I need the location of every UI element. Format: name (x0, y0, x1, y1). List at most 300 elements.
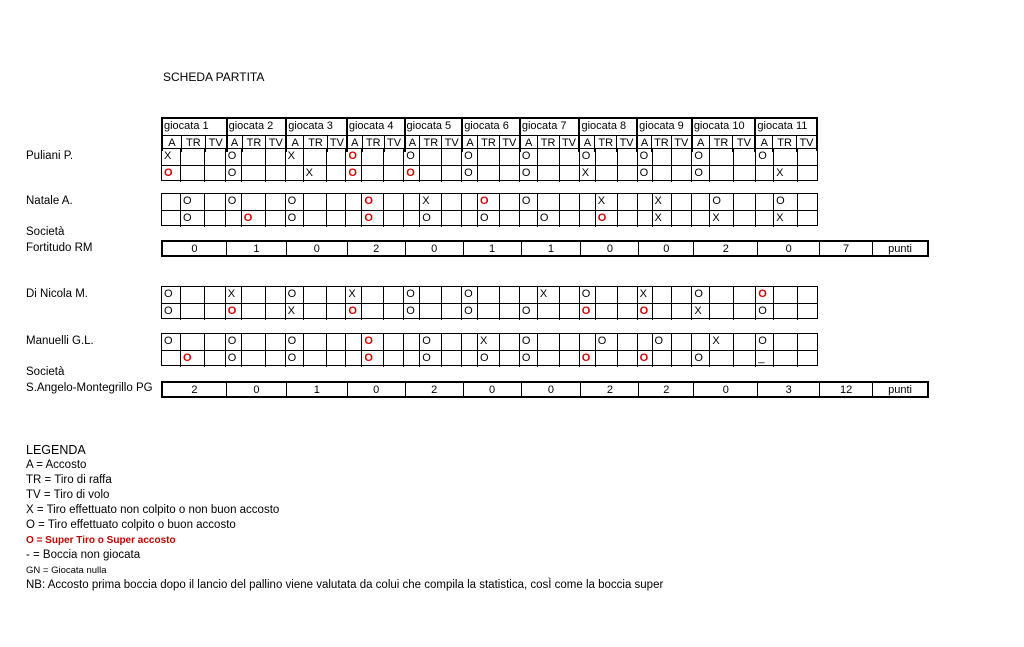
shot-cell (773, 287, 797, 303)
super-shot-cell: O (637, 304, 652, 320)
score-cell: 0 (757, 242, 819, 255)
player-grid (161, 148, 818, 181)
legend (26, 443, 663, 593)
super-shot-cell: O (345, 304, 361, 320)
shot-cell (441, 304, 461, 320)
subcol-header: A (346, 136, 362, 152)
super-shot-cell: O (361, 211, 383, 227)
subcol-header: A (168, 137, 176, 149)
shot-cell (559, 304, 579, 320)
shot-cell: O (519, 334, 537, 350)
shot-cell: X (537, 287, 559, 303)
subcol-header: TR (651, 136, 671, 152)
shot-cell (461, 194, 477, 210)
shot-cell (671, 149, 691, 165)
shot-cell (345, 211, 361, 227)
subcol-header: TV (205, 136, 226, 152)
super-shot-cell: O (579, 351, 595, 367)
score-row (161, 240, 929, 257)
score-cell: 1 (286, 383, 347, 396)
shot-cell (499, 149, 519, 165)
shot-cell (755, 166, 773, 182)
shot-cell (755, 194, 773, 210)
shot-cell (733, 194, 755, 210)
shot-cell (709, 166, 733, 182)
score-cell: 3 (757, 383, 819, 396)
shot-cell: O (477, 211, 499, 227)
score-cell: 0 (638, 242, 693, 255)
score-cell: 0 (191, 243, 198, 255)
legend-line: - = Boccia non giocata (26, 549, 141, 561)
player-row (162, 303, 817, 320)
subcol-header: TV (732, 136, 754, 152)
shot-cell (559, 149, 579, 165)
shot-cell (671, 334, 691, 350)
super-shot-cell: O (180, 351, 204, 367)
subcol-header: A (636, 136, 651, 152)
shot-cell (180, 334, 204, 350)
shot-cell: O (755, 334, 773, 350)
giocata-header: giocata 1 (164, 120, 209, 132)
shot-cell (797, 304, 817, 320)
shot-cell: O (225, 194, 241, 210)
shot-cell (326, 351, 345, 367)
subcol-header: TR (537, 136, 559, 152)
shot-cell (419, 287, 441, 303)
super-shot-cell: O (345, 166, 361, 182)
shot-cell (441, 334, 461, 350)
shot-cell (733, 211, 755, 227)
shot-cell (637, 211, 652, 227)
shot-cell: O (691, 166, 709, 182)
shot-cell (671, 287, 691, 303)
shot-cell: O (519, 149, 537, 165)
shot-cell: O (579, 287, 595, 303)
super-shot-cell: O (361, 194, 383, 210)
shot-cell (773, 304, 797, 320)
shot-cell (709, 351, 733, 367)
shot-cell (361, 287, 383, 303)
subcol-header: TR (303, 136, 327, 152)
shot-cell: O (164, 335, 173, 347)
score-cell: 0 (580, 242, 638, 255)
shot-cell (403, 194, 419, 210)
societa-name: Fortitudo RM (26, 242, 93, 254)
shot-cell (595, 304, 617, 320)
shot-cell: O (755, 304, 773, 320)
shot-cell (441, 287, 461, 303)
shot-cell (499, 194, 519, 210)
shot-cell (241, 287, 265, 303)
player-name: Puliani P. (26, 150, 74, 162)
shot-cell (403, 351, 419, 367)
shot-cell (709, 149, 733, 165)
shot-cell: O (637, 166, 652, 182)
subcol-header: A (519, 136, 537, 152)
shot-cell (326, 304, 345, 320)
shot-cell: O (225, 334, 241, 350)
shot-cell (345, 351, 361, 367)
shot-cell (326, 287, 345, 303)
shot-cell (617, 304, 637, 320)
shot-cell: X (285, 304, 303, 320)
shot-cell (383, 287, 403, 303)
shot-cell (595, 166, 617, 182)
legend-line: TR = Tiro di raffa (26, 474, 112, 486)
shot-cell (595, 149, 617, 165)
shot-cell (797, 194, 817, 210)
shot-cell: _ (755, 351, 773, 367)
super-shot-cell: O (637, 351, 652, 367)
shot-cell (383, 334, 403, 350)
shot-cell (559, 166, 579, 182)
shot-cell (204, 166, 225, 182)
player-grid (161, 193, 818, 226)
shot-cell: O (285, 287, 303, 303)
shot-cell (461, 351, 477, 367)
shot-cell: O (519, 304, 537, 320)
shot-cell (477, 304, 499, 320)
shot-cell (345, 194, 361, 210)
score-cell: 2 (693, 242, 757, 255)
giocata-header: giocata 9 (636, 119, 691, 135)
shot-cell (441, 149, 461, 165)
shot-cell: O (519, 194, 537, 210)
subcol-header: TR (419, 136, 441, 152)
shot-cell (162, 194, 180, 210)
giocata-header: giocata 6 (461, 119, 519, 135)
shot-cell: O (285, 351, 303, 367)
shot-cell (559, 194, 579, 210)
shot-cell (461, 334, 477, 350)
shot-cell: O (403, 304, 419, 320)
shot-cell (162, 351, 180, 367)
shot-cell: O (164, 288, 173, 300)
shot-cell (204, 211, 225, 227)
shot-cell (797, 334, 817, 350)
shot-cell (241, 194, 265, 210)
shot-cell: O (180, 211, 204, 227)
score-total: 12 (819, 383, 872, 396)
giocata-header: giocata 8 (578, 119, 636, 135)
shot-cell (383, 166, 403, 182)
giocata-header: giocata 3 (285, 119, 346, 135)
shot-cell (733, 351, 755, 367)
giocata-header: giocata 11 (754, 119, 816, 135)
shot-cell (595, 351, 617, 367)
shot-cell (537, 149, 559, 165)
shot-cell (773, 334, 797, 350)
player-row (162, 194, 817, 210)
shot-cell (303, 351, 327, 367)
shot-cell (180, 287, 204, 303)
shot-cell: X (773, 211, 797, 227)
shot-cell: X (579, 166, 595, 182)
shot-cell (477, 287, 499, 303)
subcol-header: TR (181, 136, 205, 152)
shot-cell (691, 334, 709, 350)
shot-cell: O (652, 334, 672, 350)
subcol-header: A (226, 136, 242, 152)
score-cell: 0 (693, 383, 757, 396)
shot-cell (579, 194, 595, 210)
shot-cell (671, 166, 691, 182)
shot-cell (652, 287, 672, 303)
shot-cell (477, 166, 499, 182)
shot-cell (499, 351, 519, 367)
legend-title: LEGENDA (26, 443, 86, 457)
shot-cell (265, 149, 285, 165)
shot-cell (180, 304, 204, 320)
shot-cell (559, 334, 579, 350)
shot-cell: O (519, 351, 537, 367)
shot-cell (204, 304, 225, 320)
player-name: Natale A. (26, 195, 73, 207)
subcol-header: A (285, 136, 303, 152)
shot-cell (345, 334, 361, 350)
subcol-header: TR (709, 136, 733, 152)
shot-cell (499, 166, 519, 182)
shot-cell: O (419, 334, 441, 350)
legend-line: A = Accosto (26, 459, 87, 471)
shot-cell (499, 334, 519, 350)
score-row (161, 381, 929, 398)
shot-cell (671, 194, 691, 210)
shot-cell: O (773, 194, 797, 210)
shot-cell (265, 166, 285, 182)
shot-cell: X (285, 149, 303, 165)
shot-cell (617, 334, 637, 350)
shot-cell: X (164, 150, 172, 162)
shot-cell: O (461, 166, 477, 182)
subcol-header: TV (327, 136, 346, 152)
shot-cell (579, 211, 595, 227)
shot-cell: O (225, 166, 241, 182)
subcol-header: TR (242, 136, 266, 152)
shot-cell (537, 304, 559, 320)
shot-cell (303, 334, 327, 350)
shot-cell (241, 351, 265, 367)
shot-cell (671, 211, 691, 227)
shot-cell (537, 334, 559, 350)
shot-cell (797, 149, 817, 165)
shot-cell (652, 351, 672, 367)
shot-cell (265, 304, 285, 320)
subcol-header: A (691, 136, 709, 152)
shot-cell (773, 351, 797, 367)
player-name: Di Nicola M. (26, 288, 88, 300)
shot-cell: O (225, 351, 241, 367)
shot-cell (383, 211, 403, 227)
shot-cell (361, 166, 383, 182)
shot-cell (709, 304, 733, 320)
shot-cell (441, 194, 461, 210)
shot-cell: O (403, 149, 419, 165)
shot-cell (499, 304, 519, 320)
shot-cell (617, 194, 637, 210)
player-row (162, 350, 817, 367)
legend-line: X = Tiro effettuato non colpito o non buon accosto (26, 504, 280, 516)
header-grid (161, 117, 818, 151)
shot-cell (403, 334, 419, 350)
subcol-header: A (404, 136, 420, 152)
shot-cell (797, 166, 817, 182)
legend-super-line: O = Super Tiro o Super accosto (26, 535, 176, 546)
shot-cell (595, 287, 617, 303)
shot-cell: O (225, 149, 241, 165)
shot-cell: O (285, 194, 303, 210)
giocata-header: giocata 5 (404, 119, 462, 135)
player-row (162, 149, 817, 165)
subcol-header: TV (499, 136, 519, 152)
shot-cell: O (637, 149, 652, 165)
shot-cell (265, 211, 285, 227)
player-row (162, 165, 817, 182)
shot-cell (265, 334, 285, 350)
shot-cell: O (579, 149, 595, 165)
shot-cell: X (709, 334, 733, 350)
shot-cell (691, 211, 709, 227)
shot-cell (671, 351, 691, 367)
super-shot-cell: O (579, 304, 595, 320)
shot-cell (691, 194, 709, 210)
shot-cell (637, 194, 652, 210)
super-shot-cell: O (241, 211, 265, 227)
shot-cell (419, 166, 441, 182)
shot-cell: X (637, 287, 652, 303)
super-shot-cell: O (477, 194, 499, 210)
shot-cell: O (691, 287, 709, 303)
score-cell: 1 (226, 242, 286, 255)
shot-cell (241, 304, 265, 320)
shot-cell (303, 287, 327, 303)
shot-cell: X (709, 211, 733, 227)
score-cell: 2 (191, 384, 198, 396)
shot-cell (617, 149, 637, 165)
shot-cell (326, 334, 345, 350)
shot-cell (204, 351, 225, 367)
subcol-header: TV (559, 136, 579, 152)
score-cell: 2 (405, 383, 463, 396)
shot-cell (241, 149, 265, 165)
shot-cell: O (164, 305, 173, 317)
shot-cell (441, 211, 461, 227)
score-total: 7 (819, 242, 872, 255)
shot-cell (519, 287, 537, 303)
shot-cell (265, 194, 285, 210)
shot-cell: O (755, 149, 773, 165)
shot-cell (499, 211, 519, 227)
shot-cell (755, 211, 773, 227)
shot-cell (617, 166, 637, 182)
shot-cell (797, 287, 817, 303)
shot-cell (361, 149, 383, 165)
shot-cell (519, 211, 537, 227)
score-cell: 0 (286, 242, 347, 255)
shot-cell (797, 351, 817, 367)
shot-cell: O (461, 287, 477, 303)
score-cell: 1 (463, 242, 521, 255)
shot-cell (617, 211, 637, 227)
shot-cell (419, 304, 441, 320)
shot-cell (326, 166, 345, 182)
societa-name: S.Angelo-Montegrillo PG (26, 382, 153, 394)
shot-cell (441, 351, 461, 367)
super-shot-cell: O (345, 149, 361, 165)
shot-cell (733, 149, 755, 165)
shot-cell (204, 194, 225, 210)
super-shot-cell: O (225, 304, 241, 320)
shot-cell (617, 287, 637, 303)
shot-cell (241, 334, 265, 350)
shot-cell: O (461, 304, 477, 320)
shot-cell (361, 304, 383, 320)
super-shot-cell: O (755, 287, 773, 303)
shot-cell (477, 149, 499, 165)
shot-cell (162, 211, 180, 227)
shot-cell (652, 166, 672, 182)
shot-cell: O (461, 149, 477, 165)
shot-cell (303, 304, 327, 320)
shot-cell: O (691, 149, 709, 165)
shot-cell: O (285, 211, 303, 227)
shot-cell (733, 287, 755, 303)
shot-cell: X (345, 287, 361, 303)
shot-cell (326, 211, 345, 227)
shot-cell: O (403, 287, 419, 303)
shot-cell: O (595, 334, 617, 350)
player-name: Manuelli G.L. (26, 335, 94, 347)
shot-cell (419, 149, 441, 165)
shot-cell (797, 211, 817, 227)
shot-cell: X (477, 334, 499, 350)
super-shot-cell: O (595, 211, 617, 227)
score-cell: 0 (521, 383, 581, 396)
player-row (162, 287, 817, 303)
shot-cell: X (652, 194, 672, 210)
shot-cell (537, 166, 559, 182)
page-title: SCHEDA PARTITA (163, 70, 265, 84)
shot-cell (303, 211, 327, 227)
shot-cell (559, 211, 579, 227)
shot-cell (559, 287, 579, 303)
score-cell: 0 (226, 383, 286, 396)
shot-cell (733, 334, 755, 350)
super-shot-cell: O (361, 351, 383, 367)
shot-cell: O (691, 351, 709, 367)
shot-cell (383, 194, 403, 210)
score-cell: 2 (638, 383, 693, 396)
shot-cell: O (477, 351, 499, 367)
player-row (162, 334, 817, 350)
shot-cell: X (691, 304, 709, 320)
shot-cell (637, 334, 652, 350)
shot-cell (303, 194, 327, 210)
shot-cell (326, 194, 345, 210)
shot-cell (773, 149, 797, 165)
shot-cell: O (180, 194, 204, 210)
shot-cell (652, 304, 672, 320)
score-cell: 0 (405, 242, 463, 255)
shot-cell (733, 304, 755, 320)
score-cell: 0 (463, 383, 521, 396)
shot-cell (180, 149, 204, 165)
shot-cell (403, 211, 419, 227)
societa-label: Società (26, 366, 65, 378)
shot-cell: X (652, 211, 672, 227)
legend-nb-line: NB: Accosto prima boccia dopo il lancio del pallino viene valutata da colui che compila la statistica, cosÌ come la boccia super (26, 579, 664, 591)
score-punti-label: punti (872, 242, 927, 255)
